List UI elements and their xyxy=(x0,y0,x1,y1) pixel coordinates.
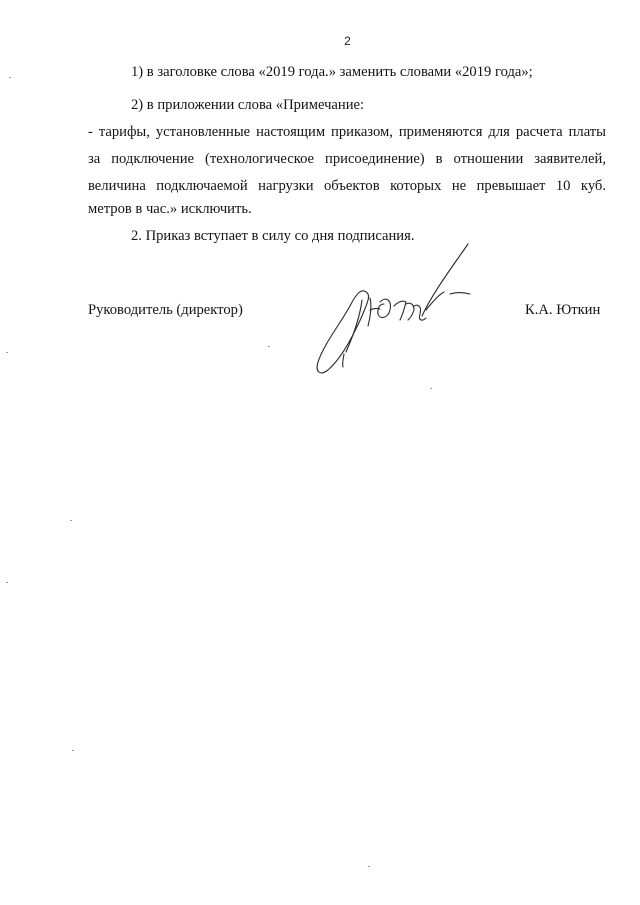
amendment-item-1: 1) в заголовке слова «2019 года.» заменить словами «2019 года»; xyxy=(131,64,533,80)
handwritten-signature xyxy=(310,234,480,384)
note-line-2: за подключение (технологическое присоединение) в отношении заявителей, xyxy=(88,151,606,167)
scan-speck xyxy=(9,77,11,78)
note-line-4: метров в час.» исключить. xyxy=(88,201,252,217)
scan-speck xyxy=(70,520,72,521)
amendment-item-2: 2) в приложении слова «Примечание: xyxy=(131,97,365,113)
scan-speck xyxy=(430,388,432,389)
scan-speck xyxy=(6,352,8,353)
scan-speck xyxy=(6,582,8,583)
signer-name: К.А. Юткин xyxy=(525,302,601,318)
scan-speck xyxy=(368,866,370,867)
note-line-1: - тарифы, установленные настоящим приказом, применяются для расчета платы xyxy=(88,124,606,140)
effective-date-clause: 2. Приказ вступает в силу со дня подписания. xyxy=(131,228,415,244)
scan-speck xyxy=(72,750,74,751)
page-number: 2 xyxy=(344,34,351,48)
signer-position-title: Руководитель (директор) xyxy=(88,302,243,318)
note-line-3: величина подключаемой нагрузки объектов которых не превышает 10 куб. xyxy=(88,178,606,194)
scan-speck xyxy=(268,346,270,347)
